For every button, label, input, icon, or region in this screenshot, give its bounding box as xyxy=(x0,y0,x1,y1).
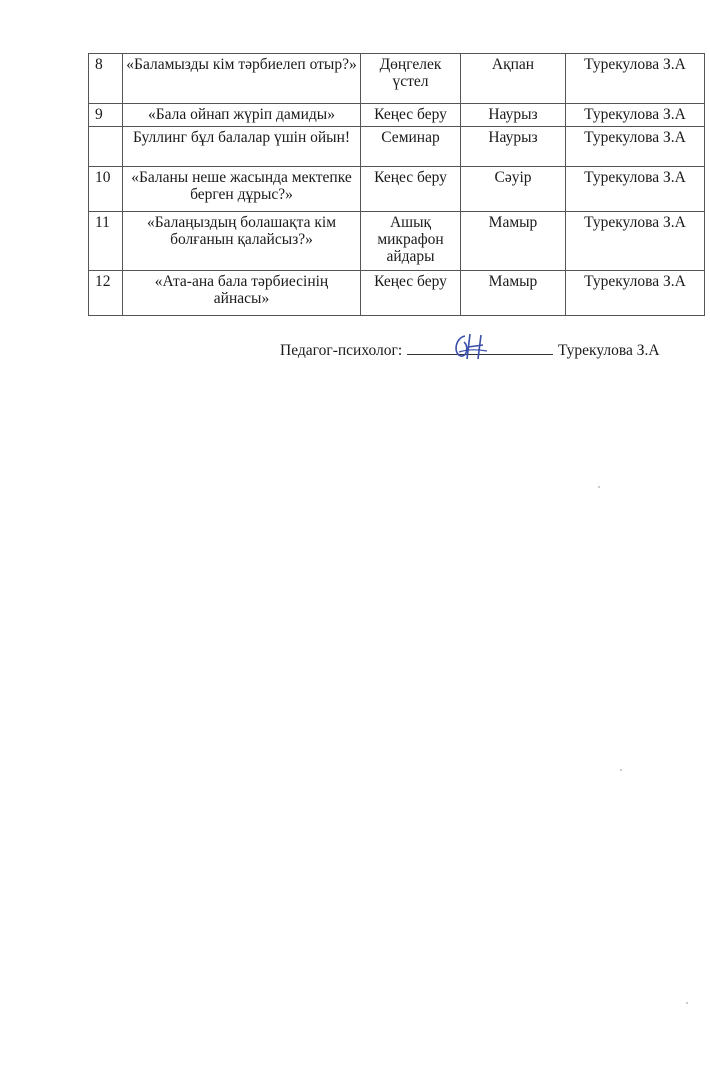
row-number: 11 xyxy=(89,212,123,271)
handwritten-signature xyxy=(451,332,493,362)
topic-cell: «Балаңыздың болашақта кім болғанын қалайсыз?» xyxy=(123,212,361,271)
table-row xyxy=(89,167,705,212)
month-cell: Мамыр xyxy=(461,212,566,271)
row-number: 12 xyxy=(89,271,123,316)
parent-work-plan-table xyxy=(88,53,705,316)
form-cell: Кеңес беру xyxy=(361,271,461,316)
topic-cell: «Ата-ана бала тәрбиесінің айнасы» xyxy=(123,271,361,316)
table-row xyxy=(89,104,705,127)
month-cell: Сәуір xyxy=(461,167,566,212)
form-cell: Семинар xyxy=(361,127,461,167)
form-cell: Дөңгелек үстел xyxy=(361,54,461,104)
scan-speck xyxy=(598,486,600,488)
responsible-cell: Турекулова З.А xyxy=(566,271,705,316)
topic-cell: Буллинг бұл балалар үшін ойын! xyxy=(123,127,361,167)
form-cell: Кеңес беру xyxy=(361,104,461,127)
topic-cell: «Баланы неше жасында мектепке берген дұрыс?» xyxy=(123,167,361,212)
signature-line xyxy=(280,340,700,360)
month-cell: Наурыз xyxy=(461,104,566,127)
table-row xyxy=(89,54,705,104)
scan-speck xyxy=(686,1002,688,1004)
row-number: 10 xyxy=(89,167,123,212)
row-number xyxy=(89,127,123,167)
month-cell: Ақпан xyxy=(461,54,566,104)
table-row xyxy=(89,212,705,271)
responsible-cell: Турекулова З.А xyxy=(566,167,705,212)
month-cell: Мамыр xyxy=(461,271,566,316)
topic-cell: «Баламызды кім тәрбиелеп отыр?» xyxy=(123,54,361,104)
responsible-cell: Турекулова З.А xyxy=(566,127,705,167)
responsible-cell: Турекулова З.А xyxy=(566,212,705,271)
row-number: 8 xyxy=(89,54,123,104)
responsible-cell: Турекулова З.А xyxy=(566,104,705,127)
form-cell: Кеңес беру xyxy=(361,167,461,212)
signer-name: Турекулова З.А xyxy=(557,342,660,359)
row-number: 9 xyxy=(89,104,123,127)
responsible-cell: Турекулова З.А xyxy=(566,54,705,104)
table-row xyxy=(89,271,705,316)
signature-underline xyxy=(407,340,553,355)
month-cell: Наурыз xyxy=(461,127,566,167)
table-row xyxy=(89,127,705,167)
scan-speck xyxy=(620,769,622,771)
signer-role-label: Педагог-психолог: xyxy=(280,342,403,359)
form-cell: Ашық микрафон айдары xyxy=(361,212,461,271)
topic-cell: «Бала ойнап жүріп дамиды» xyxy=(123,104,361,127)
